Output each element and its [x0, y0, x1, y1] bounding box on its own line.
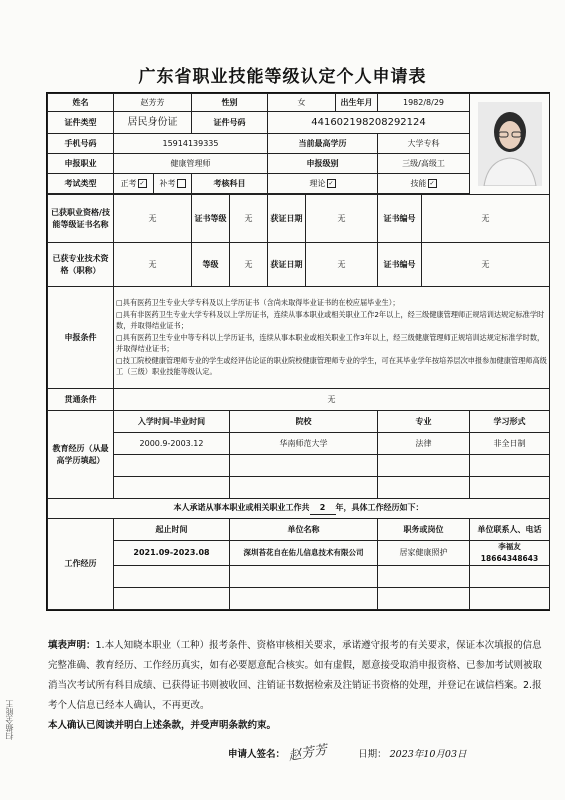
gender-label: 性别	[192, 94, 268, 112]
phone-value: 15914139335	[114, 134, 268, 154]
edu-empty-cell	[378, 455, 470, 477]
gender-value: 女	[268, 94, 336, 112]
declaration	[48, 636, 548, 736]
work-years: 2	[310, 502, 336, 515]
level-value: 三级/高级工	[378, 154, 470, 174]
work-empty-cell	[114, 566, 230, 588]
applicant-photo	[478, 102, 542, 186]
edu-header-mode: 学习形式	[470, 411, 550, 433]
phone-label: 手机号码	[48, 134, 114, 154]
work-empty-cell	[378, 588, 470, 610]
work-empty-cell	[378, 566, 470, 588]
exam-type-label: 考试类型	[48, 174, 114, 194]
declaration-confirm: 本人确认已阅读并明白上述条款，并受声明条款约束。	[48, 720, 277, 731]
exam-makeup-label: 补考	[159, 178, 176, 188]
exam-regular	[114, 174, 154, 194]
edu-empty-cell	[378, 477, 470, 499]
exam-theory	[268, 174, 378, 194]
declaration-text: 1.本人知晓本职业（工种）报考条件、资格审核相关要求，承诺遵守报考的有关要求，保证本次填报的信息完整准确、教育经历、工作经历真实，如有必要愿意配合核实。如有虚假，愿意接受取消申报资格、已参加考试则被取消当次考试所有科目成绩、已获得证书则被收回、注销证书数据检索及注销证书资格的处理，并登记在诚信档案。2.报考个人信息已经本人确认，不再更改。	[48, 640, 543, 711]
edu-value: 大学专科	[378, 134, 470, 154]
work-pledge	[48, 499, 550, 519]
work-pledge-prefix: 本人承诺从事本职业或相关职业工作共	[173, 503, 310, 512]
work-empty-cell	[114, 588, 230, 610]
document-title: 广东省职业技能等级认定个人申请表	[138, 67, 427, 87]
pro-no-label: 证书编号	[378, 243, 422, 287]
work-row-period: 2021.09-2023.08	[114, 541, 230, 566]
exam-skill-checkbox[interactable]: ✓	[429, 179, 435, 187]
edu-empty-cell	[114, 477, 230, 499]
cert-no-value: 无	[422, 195, 550, 243]
pro-title-value: 无	[114, 243, 192, 287]
exam-skill	[378, 174, 470, 194]
name-label: 姓名	[48, 94, 114, 112]
work-header-company: 单位名称	[230, 519, 378, 541]
date-value: 2023年10月03日	[389, 749, 467, 760]
exam-theory-label: 理论	[309, 178, 326, 188]
work-row-company: 深圳苔花自在佑儿信息技术有限公司	[230, 541, 378, 566]
edu-row-mode: 非全日制	[470, 433, 550, 455]
condition-item-1: □具有医药卫生专业大学专科及以上学历证书（含尚未取得毕业证书的在校应届毕业生）；	[116, 298, 400, 308]
signature-row	[48, 742, 548, 765]
edu-empty-cell	[230, 455, 378, 477]
work-empty-cell	[230, 588, 378, 610]
get-date-value: 无	[306, 195, 378, 243]
violation-value: 无	[114, 389, 550, 411]
idno-value: 441602198208292124	[268, 112, 470, 134]
edu-label: 当前最高学历	[268, 134, 378, 154]
exam-regular-label: 正考	[120, 178, 137, 188]
work-header-position: 职务或岗位	[378, 519, 470, 541]
level-label: 申报级别	[268, 154, 378, 174]
pro-date-value: 无	[306, 243, 378, 287]
edu-empty-cell	[470, 455, 550, 477]
edu-header-major: 专业	[378, 411, 470, 433]
pro-level-label: 等级	[192, 243, 230, 287]
cert-no-label: 证书编号	[378, 195, 422, 243]
work-row-contact: 李福友 18664348643	[470, 541, 550, 566]
work-label: 工作经历	[48, 519, 114, 610]
get-date-label: 获证日期	[268, 195, 306, 243]
exam-theory-checkbox[interactable]: ✓	[328, 179, 334, 187]
work-empty-cell	[470, 588, 550, 610]
edu-row-school: 华南师范大学	[230, 433, 378, 455]
application-form	[46, 92, 550, 611]
name-value: 赵芳芳	[114, 94, 192, 112]
conditions-label: 申报条件	[48, 287, 114, 389]
exam-regular-checkbox[interactable]: ✓	[139, 179, 145, 187]
edu-header-school: 院校	[230, 411, 378, 433]
handwritten-signature: 赵芳芳	[287, 742, 329, 765]
job-label: 申报职业	[48, 154, 114, 174]
edu-empty-cell	[470, 477, 550, 499]
signature-label: 申请人签名：	[228, 749, 286, 760]
cert-level-value: 无	[230, 195, 268, 243]
pro-no-value: 无	[422, 243, 550, 287]
edu-row-period: 2000.9-2003.12	[114, 433, 230, 455]
birth-value: 1982/8/29	[378, 94, 470, 112]
job-value: 健康管理师	[114, 154, 268, 174]
idtype-label: 证件类型	[48, 112, 114, 134]
condition-item-3: □具有医药卫生专业中等专科以上学历证书，连续从事本职业或相关职业工作3年以上，经三级健康管理师正规培训达规定标准学时数，并取得结业证书；	[116, 332, 545, 354]
qual-cert-value: 无	[114, 195, 192, 243]
pro-title-label: 已获专业技术资格（职称）	[48, 243, 114, 287]
cert-level-label: 证书等级	[192, 195, 230, 243]
work-header-period: 起止时间	[114, 519, 230, 541]
exam-skill-label: 技能	[410, 178, 427, 188]
work-pledge-suffix: 年，具体工作经历如下：	[335, 503, 424, 512]
work-header-contact: 单位联系人、电话	[470, 519, 550, 541]
exam-makeup	[154, 174, 192, 194]
scanner-watermark: 扫描全能王	[5, 700, 14, 740]
declaration-head: 填表声明：	[48, 640, 96, 651]
date-label: 日期：	[358, 749, 387, 760]
education-label: 教育经历（从最高学历填起）	[48, 411, 114, 499]
edu-row-major: 法律	[378, 433, 470, 455]
work-empty-cell	[470, 566, 550, 588]
work-empty-cell	[230, 566, 378, 588]
condition-item-2: □具有非医药卫生专业大学专科及以上学历证书，连续从事本职业或相关职业工作2年以上，经三级健康管理师正规培训达规定标准学时数，并取得结业证书；	[116, 309, 545, 331]
photo-cell	[470, 94, 550, 195]
idno-label: 证件号码	[192, 112, 268, 134]
exam-makeup-checkbox[interactable]	[177, 179, 186, 188]
violation-label: 贯通条件	[48, 389, 114, 411]
qual-cert-label: 已获职业资格/技能等级证书名称	[48, 195, 114, 243]
pro-date-label: 获证日期	[268, 243, 306, 287]
work-row-position: 居家健康照护	[378, 541, 470, 566]
condition-item-4: □技工院校健康管理师专业的学生或经评估论证的职业院校健康管理师专业的学生，可在其毕业学年按培养层次申报参加健康管理师高级工（三级）职业技能等级认定。	[116, 355, 547, 377]
edu-header-period: 入学时间-毕业时间	[114, 411, 230, 433]
conditions-list	[114, 287, 550, 389]
birth-label: 出生年月	[336, 94, 378, 112]
edu-empty-cell	[114, 455, 230, 477]
exam-subject-label: 考核科目	[192, 174, 268, 194]
edu-empty-cell	[230, 477, 378, 499]
idtype-value: 居民身份证	[114, 112, 192, 134]
pro-level-value: 无	[230, 243, 268, 287]
